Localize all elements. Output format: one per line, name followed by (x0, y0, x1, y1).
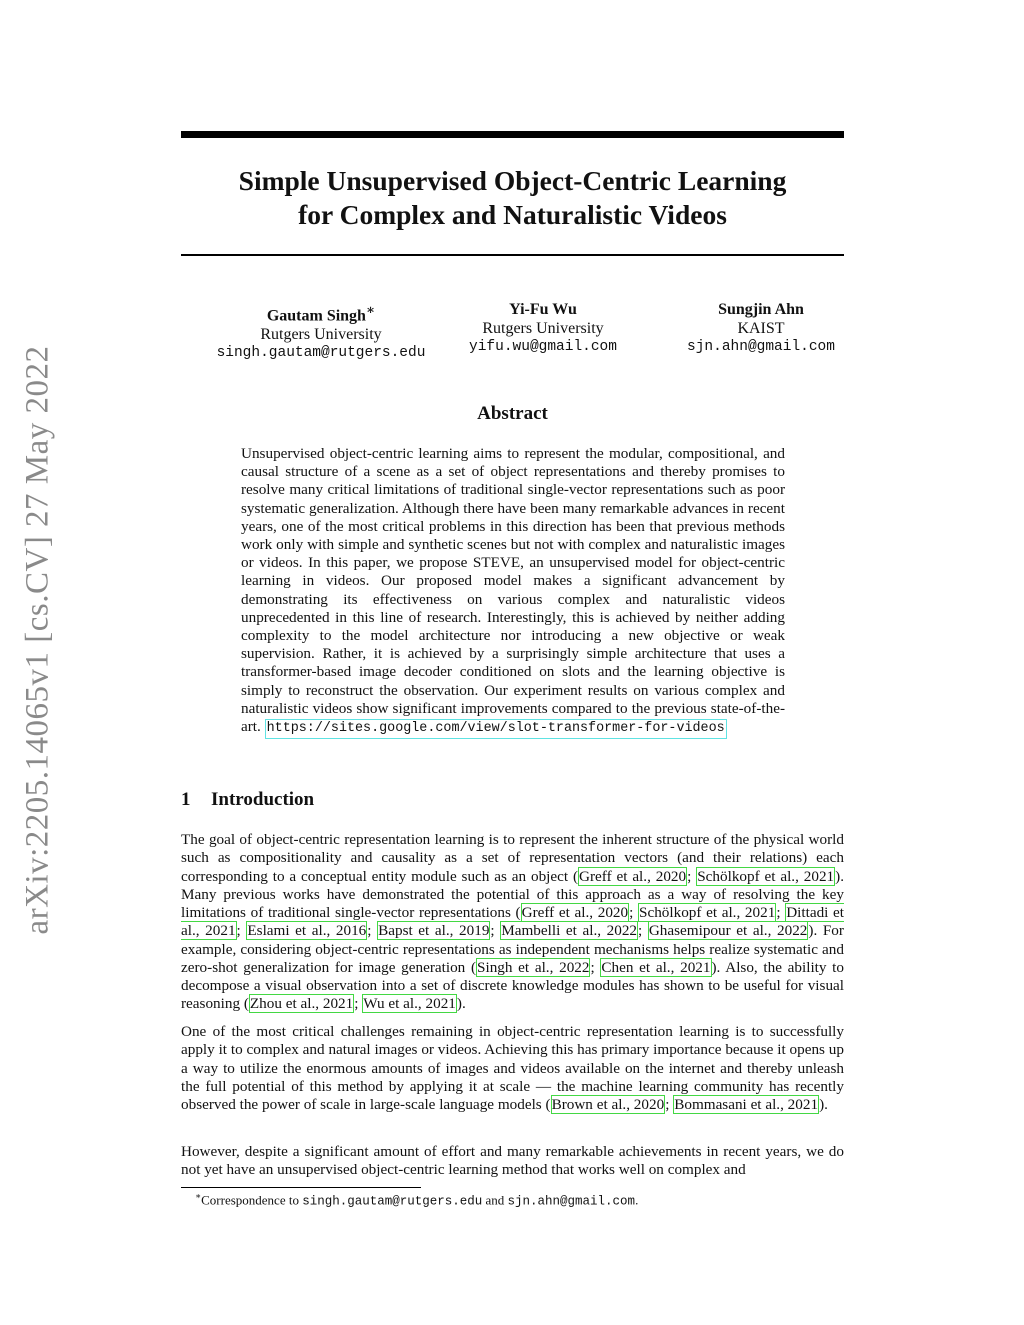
paragraph-text: ; (776, 904, 786, 921)
paragraph-text: ). (819, 1096, 828, 1113)
abstract-heading: Abstract (477, 403, 548, 424)
arxiv-identifier: arXiv:2205.14065v1 [cs.CV] 27 May 2022 (19, 345, 56, 935)
author-affiliation: KAIST (737, 320, 785, 337)
arxiv-stamp (6, 340, 70, 940)
author-name: Gautam Singh (266, 307, 366, 325)
author-name: Sungjin Ahn (718, 301, 804, 318)
paragraph-text: ). Also, the ability to decompose a visual observation into a set of discrete knowledge modules has shown to be useful for visual reasoning ( (181, 958, 844, 1013)
paragraph-text: ; (638, 922, 648, 940)
citation-link[interactable]: Zhou et al., 2021 (249, 995, 354, 1013)
author-footnote-mark: ∗ (365, 302, 376, 317)
footnote-rule (181, 1187, 421, 1188)
title-line-1: Simple Unsupervised Object-Centric Learning (238, 165, 787, 196)
intro-paragraph-1 (181, 831, 844, 1014)
paragraph-text: ; (687, 867, 697, 885)
paragraph-text: ; (490, 922, 501, 940)
author-name: Yi-Fu Wu (509, 301, 577, 318)
paragraph-text: ; (236, 922, 247, 940)
title-bottom-rule (181, 254, 844, 256)
author-affiliation: Rutgers University (482, 320, 604, 337)
author-email: yifu.wu@gmail.com (469, 339, 617, 355)
abstract-body (241, 445, 785, 739)
footnote-mark: ∗ (195, 1191, 202, 1201)
abstract-text: Unsupervised object-centric learning aims to represent the modular, compositional, and causal structure of a scene as a set of object representations and thereby promises to resolve many critical limitations of traditional single-vector representations such as poor systematic generalization. Although there have been many remarkable advances in recent years, one of the most critical problems in this direction has been that previous methods work only with simple and synthetic scenes but not with complex and naturalistic images or videos. In this paper, we propose STEVE, an unsupervised model for object-centric learning in videos. Our proposed model makes a significant advancement by demonstrating its effectiveness on various complex and naturalistic videos unprecedented in this line of research. Interestingly, this is achieved by neither adding complexity to the model architecture nor introducing a new objective or weak supervision. Rather, it is achieved by a surprisingly simple architecture that uses a transformer-based image decoder conditioned on slots and the learning objective is simply to reconstruct the observation. Our experiment results on various complex and naturalistic videos show significant improvements compared to the previous state-of-the-art. (241, 445, 785, 736)
citation-link[interactable]: Eslami et al., 2016 (247, 922, 367, 940)
paragraph-text: ). Many previous works have demonstrated the potential of this approach as a way of resolving the key limitations of traditional single-vector representations ( (181, 867, 844, 921)
paragraph-text: ; (590, 958, 601, 976)
citation-link[interactable]: Dittadi et al., 2021 (181, 904, 845, 940)
title-top-rule (181, 131, 844, 138)
citation-link[interactable]: Mambelli et al., 2022 (501, 922, 638, 940)
citation-link[interactable]: Greff et al., 2020 (579, 867, 687, 885)
footnote-text: . (635, 1192, 639, 1208)
author-1 (186, 300, 456, 363)
author-2 (443, 300, 643, 357)
footnote-text: and (482, 1192, 508, 1208)
paper-title (181, 164, 844, 232)
section-number: 1 (181, 789, 191, 810)
author-email: sjn.ahn@gmail.com (687, 339, 835, 355)
paragraph-text: ; (629, 904, 638, 921)
intro-paragraph-3 (181, 1143, 844, 1180)
citation-link[interactable]: Greff et al., 2020 (521, 904, 629, 921)
paragraph-text: The goal of object-centric representation learning is to represent the inherent structure of the physical world such as compositionality and causality as a set of representation vectors (and their relations) each corresponding to a conceptual entity module such as an object ( (181, 831, 844, 885)
footnote-email-1: singh.gautam@rutgers.edu (302, 1194, 483, 1209)
paragraph-text: ). For example, considering object-centric representations as independent mechanisms helps realize systematic and zero-shot generalization for image generation ( (181, 922, 844, 976)
footnote (195, 1191, 638, 1208)
project-link[interactable]: https://sites.google.com/view/slot-transformer-for-videos (265, 719, 727, 739)
citation-link[interactable]: Wu et al., 2021 (363, 995, 456, 1013)
section-heading-introduction (181, 789, 314, 811)
citation-link[interactable]: Chen et al., 2021 (601, 958, 711, 976)
paragraph-text: ; (354, 995, 363, 1013)
paragraph-text: One of the most critical challenges remaining in object-centric representation learning is to successfully apply it to complex and natural images or videos. Achieving this has primary importance because it opens up a way to utilize the enormous amounts of images and videos available on the internet and thereby unleash the full potential of this method by applying it at scale — the machine learning community has recently observed the power of scale in large-scale language models ( (181, 1023, 844, 1113)
citation-link[interactable]: Schölkopf et al., 2021 (697, 867, 835, 885)
section-title: Introduction (211, 789, 315, 810)
paragraph-text: ). (456, 995, 466, 1013)
citation-link[interactable]: Ghasemipour et al., 2022 (648, 922, 808, 940)
citation-link[interactable]: Bommasani et al., 2021 (674, 1096, 819, 1113)
title-line-2: for Complex and Naturalistic Videos (298, 199, 727, 230)
citation-link[interactable]: Bapst et al., 2019 (378, 922, 490, 940)
citation-link[interactable]: Singh et al., 2022 (477, 958, 590, 976)
author-3 (636, 300, 886, 357)
paragraph-text: ; (665, 1096, 674, 1113)
paragraph-text: However, despite a significant amount of effort and many remarkable achievements in recent years, we do not yet have an unsupervised object-centric learning method that works well on complex and (181, 1143, 844, 1179)
footnote-email-2: sjn.ahn@gmail.com (507, 1194, 636, 1209)
citation-link[interactable]: Schölkopf et al., 2021 (639, 904, 776, 921)
intro-paragraph-2 (181, 1023, 844, 1114)
footnote-text: Correspondence to (201, 1192, 303, 1208)
paragraph-text: ; (367, 922, 378, 940)
citation-link[interactable]: Brown et al., 2020 (551, 1096, 665, 1113)
author-affiliation: Rutgers University (260, 326, 382, 344)
author-email: singh.gautam@rutgers.edu (216, 345, 426, 362)
